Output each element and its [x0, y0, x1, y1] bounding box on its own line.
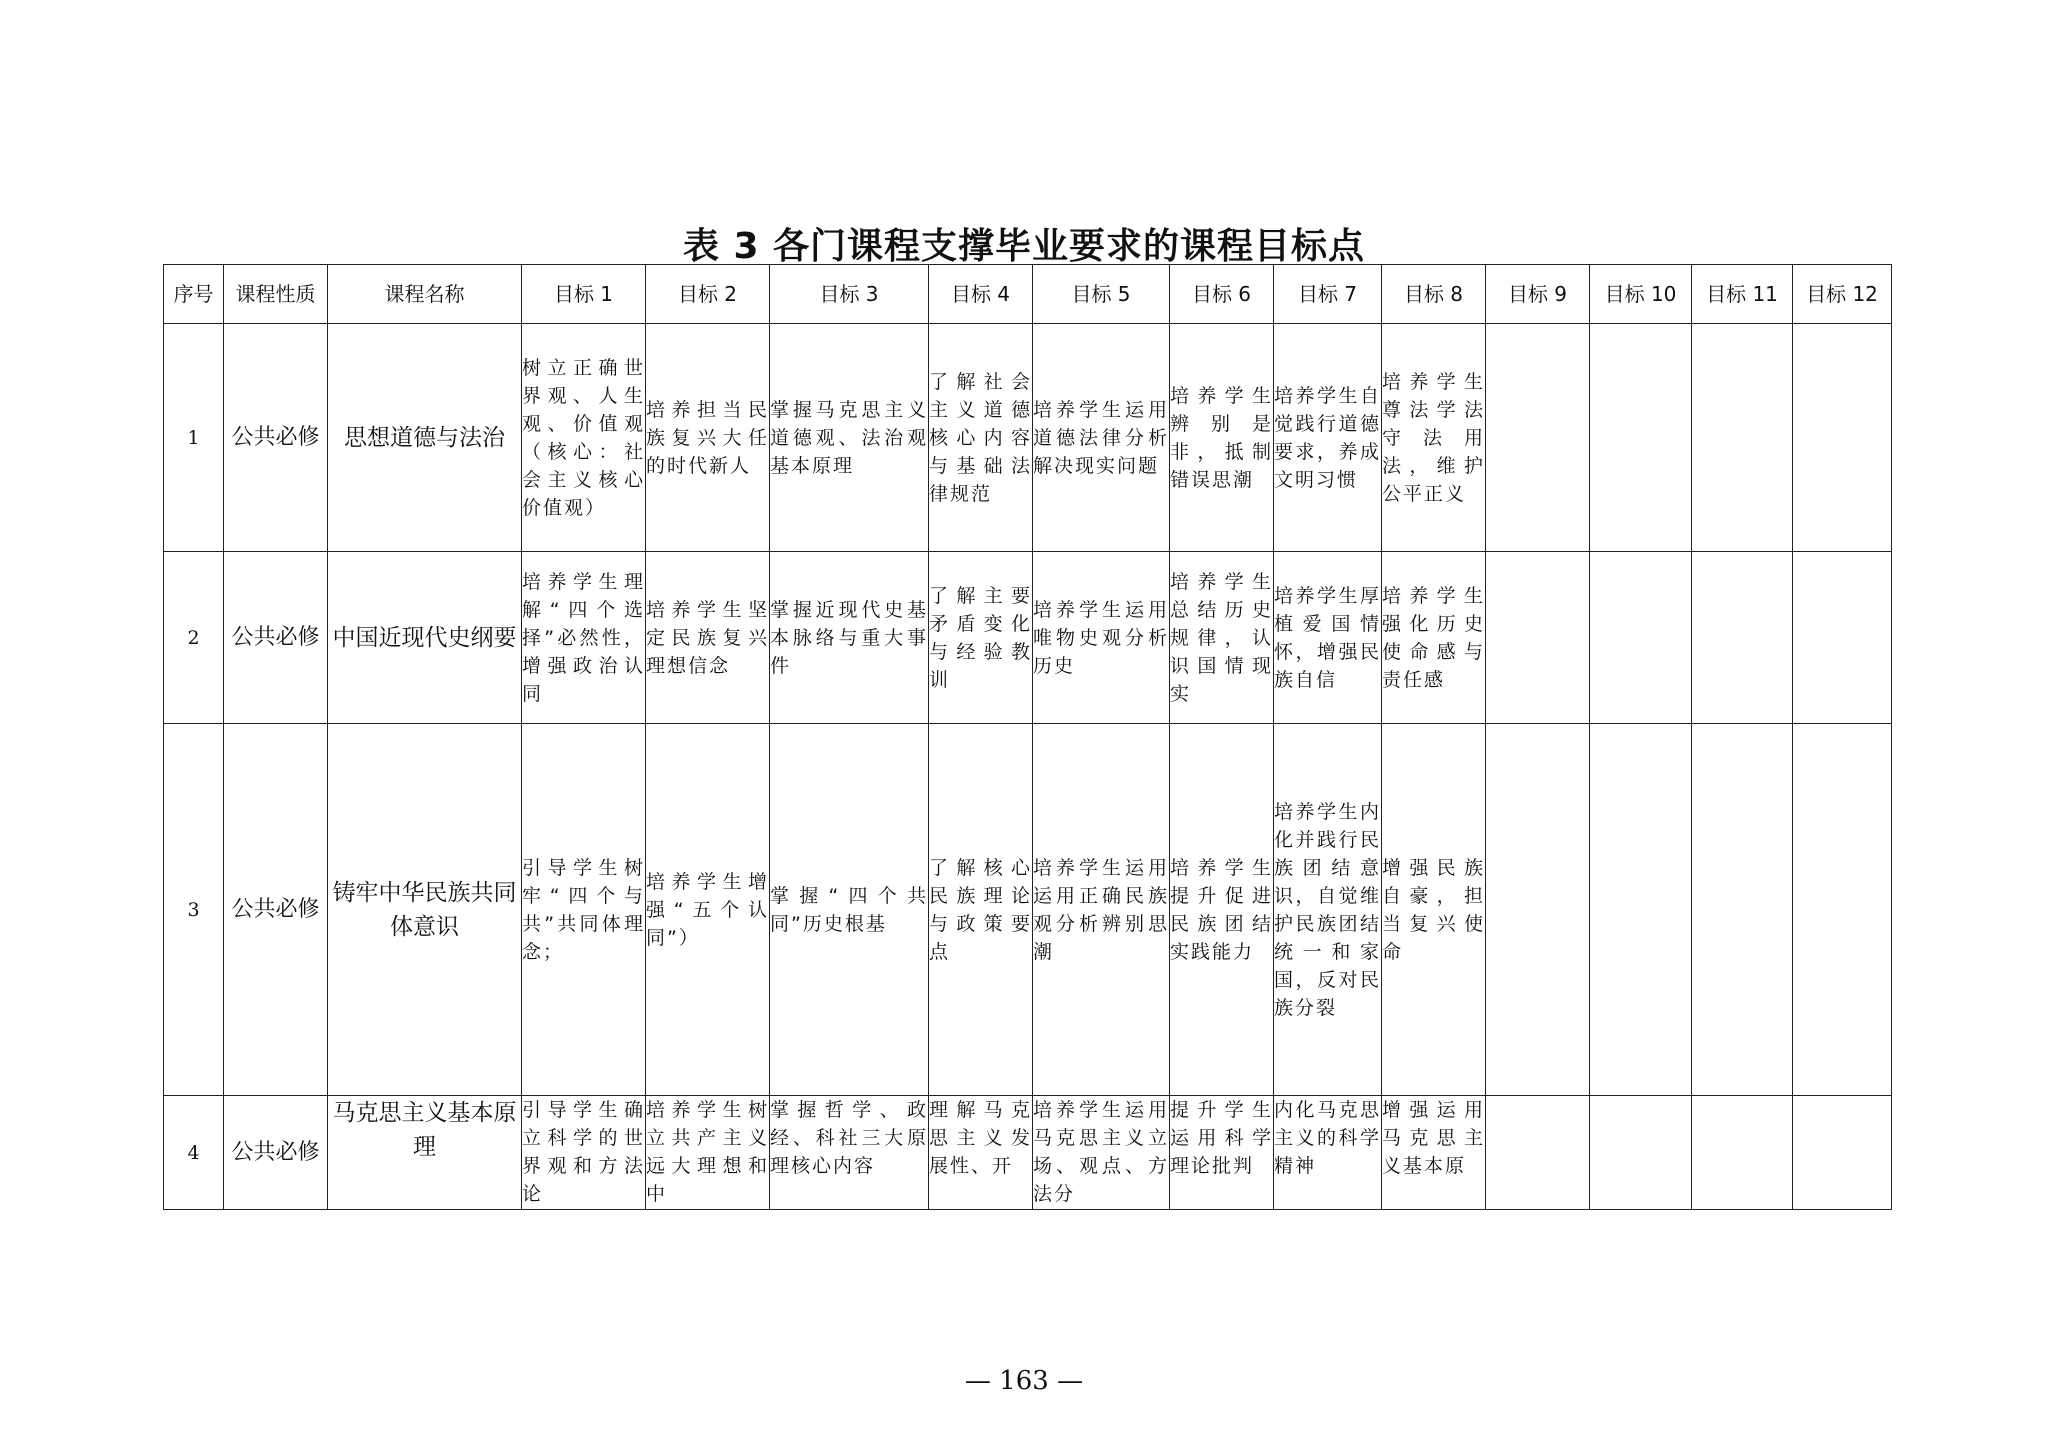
course-name-cell: 中国近现代史纲要: [328, 552, 522, 724]
table-row: [164, 724, 1892, 1096]
goal-cell: [1692, 324, 1793, 552]
goal-cell: [1692, 552, 1793, 724]
goal-cell: [929, 1096, 1033, 1210]
header-goal-7: 目标 7: [1274, 265, 1382, 324]
goal-cell: [770, 1096, 929, 1210]
goal-cell: [1590, 1096, 1692, 1210]
header-nature: 课程性质: [224, 265, 328, 324]
course-name-cell: 思想道德与法治: [328, 324, 522, 552]
goal-text: 掌握哲学、政经、科社三大原理核心内容: [770, 1099, 928, 1177]
table-row: [164, 1096, 1892, 1210]
goal-cell: 了解核心民族理论与政策要点: [929, 724, 1033, 1096]
nature-cell: 公共必修: [224, 324, 328, 552]
goal-cell: 掌握近现代史基本脉络与重大事件: [770, 552, 929, 724]
goal-cell: [1590, 324, 1692, 552]
header-goal-12: 目标 12: [1793, 265, 1892, 324]
header-row: [164, 265, 1892, 324]
goal-cell: [646, 1096, 770, 1210]
header-course-name: 课程名称: [328, 265, 522, 324]
table-row: [164, 324, 1892, 552]
course-goals-table: [163, 264, 1892, 1210]
goal-cell: [1486, 1096, 1590, 1210]
header-goal-3: 目标 3: [770, 265, 929, 324]
goal-cell: 培养学生辨别是非，抵制错误思潮: [1170, 324, 1274, 552]
goal-cell: 增强民族自豪，担当复兴使命: [1382, 724, 1486, 1096]
seq-cell: 3: [164, 724, 224, 1096]
goal-cell: 培养学生理解“四个选择”必然性，增强政治认同: [522, 552, 646, 724]
header-goal-5: 目标 5: [1033, 265, 1170, 324]
table-row: [164, 552, 1892, 724]
goal-cell: [1590, 552, 1692, 724]
header-goal-8: 目标 8: [1382, 265, 1486, 324]
goal-text: 内化马克思主义的科学精神: [1274, 1099, 1381, 1177]
header-goal-9: 目标 9: [1486, 265, 1590, 324]
goal-cell: 培养学生强化历史使命感与责任感: [1382, 552, 1486, 724]
goal-cell: [1793, 724, 1892, 1096]
goal-cell: 培养学生坚定民族复兴理想信念: [646, 552, 770, 724]
goal-cell: 培养学生厚植爱国情怀，增强民族自信: [1274, 552, 1382, 724]
goal-cell: 培养学生内化并践行民族团结意识，自觉维护民族团结统一和家国，反对民族分裂: [1274, 724, 1382, 1096]
course-name-cell: 铸牢中华民族共同体意识: [328, 724, 522, 1096]
goal-text: 理解马克思主义发展性、开: [929, 1099, 1032, 1177]
goal-cell: 培养担当民族复兴大任的时代新人: [646, 324, 770, 552]
goal-cell: 了解社会主义道德核心内容与基础法律规范: [929, 324, 1033, 552]
goal-text: 增强运用马克思主义基本原: [1382, 1099, 1485, 1177]
goal-cell: [1382, 1096, 1486, 1210]
goal-cell: 了解主要矛盾变化与经验教训: [929, 552, 1033, 724]
goal-cell: 培养学生运用唯物史观分析历史: [1033, 552, 1170, 724]
goal-cell: [1692, 1096, 1793, 1210]
header-goal-11: 目标 11: [1692, 265, 1793, 324]
goal-cell: [1033, 1096, 1170, 1210]
goal-cell: 培养学生增强“五个认同”）: [646, 724, 770, 1096]
nature-cell: 公共必修: [224, 1096, 328, 1210]
header-goal-1: 目标 1: [522, 265, 646, 324]
page-number: — 163 —: [964, 1366, 1084, 1396]
nature-cell: 公共必修: [224, 552, 328, 724]
goal-cell: [1170, 1096, 1274, 1210]
goal-cell: [1692, 724, 1793, 1096]
goal-text: 培养学生运用马克思主义立场、观点、方法分: [1033, 1099, 1169, 1204]
goal-cell: [1486, 324, 1590, 552]
goal-cell: 掌握“四个共同”历史根基: [770, 724, 929, 1096]
goal-cell: [1486, 724, 1590, 1096]
table-title: 表 3 各门课程支撑毕业要求的课程目标点: [682, 226, 1366, 267]
header-goal-4: 目标 4: [929, 265, 1033, 324]
goal-cell: 培养学生自觉践行道德要求，养成文明习惯: [1274, 324, 1382, 552]
header-goal-2: 目标 2: [646, 265, 770, 324]
goal-cell: 树立正确世界观、人生观、价值观（核心：社会主义核心价值观）: [522, 324, 646, 552]
goal-cell: [1793, 324, 1892, 552]
goal-cell: [1793, 1096, 1892, 1210]
course-name-cell: 马克思主义基本原理: [328, 1096, 522, 1210]
goal-cell: [1590, 724, 1692, 1096]
goal-cell: 培养学生提升促进民族团结实践能力: [1170, 724, 1274, 1096]
goal-text: 提升学生运用科学理论批判: [1170, 1099, 1273, 1177]
seq-cell: 1: [164, 324, 224, 552]
goal-cell: 培养学生运用道德法律分析解决现实问题: [1033, 324, 1170, 552]
goal-cell: 培养学生尊法学法守法用法，维护公平正义: [1382, 324, 1486, 552]
goal-cell: 培养学生总结历史规律，认识国情现实: [1170, 552, 1274, 724]
header-goal-6: 目标 6: [1170, 265, 1274, 324]
header-seq: 序号: [164, 265, 224, 324]
goal-cell: [1793, 552, 1892, 724]
goal-text: 引导学生确立科学的世界观和方法论: [522, 1099, 645, 1204]
seq-cell: 2: [164, 552, 224, 724]
goal-cell: [1274, 1096, 1382, 1210]
seq-cell: 4: [164, 1096, 224, 1210]
goal-cell: 培养学生运用运用正确民族观分析辨别思潮: [1033, 724, 1170, 1096]
goal-cell: 掌握马克思主义道德观、法治观基本原理: [770, 324, 929, 552]
header-goal-10: 目标 10: [1590, 265, 1692, 324]
goal-cell: [522, 1096, 646, 1210]
goal-cell: [1486, 552, 1590, 724]
goal-text: 培养学生树立共产主义远大理想和中: [646, 1099, 769, 1204]
goal-cell: 引导学生树牢“四个与共”共同体理念；: [522, 724, 646, 1096]
nature-cell: 公共必修: [224, 724, 328, 1096]
